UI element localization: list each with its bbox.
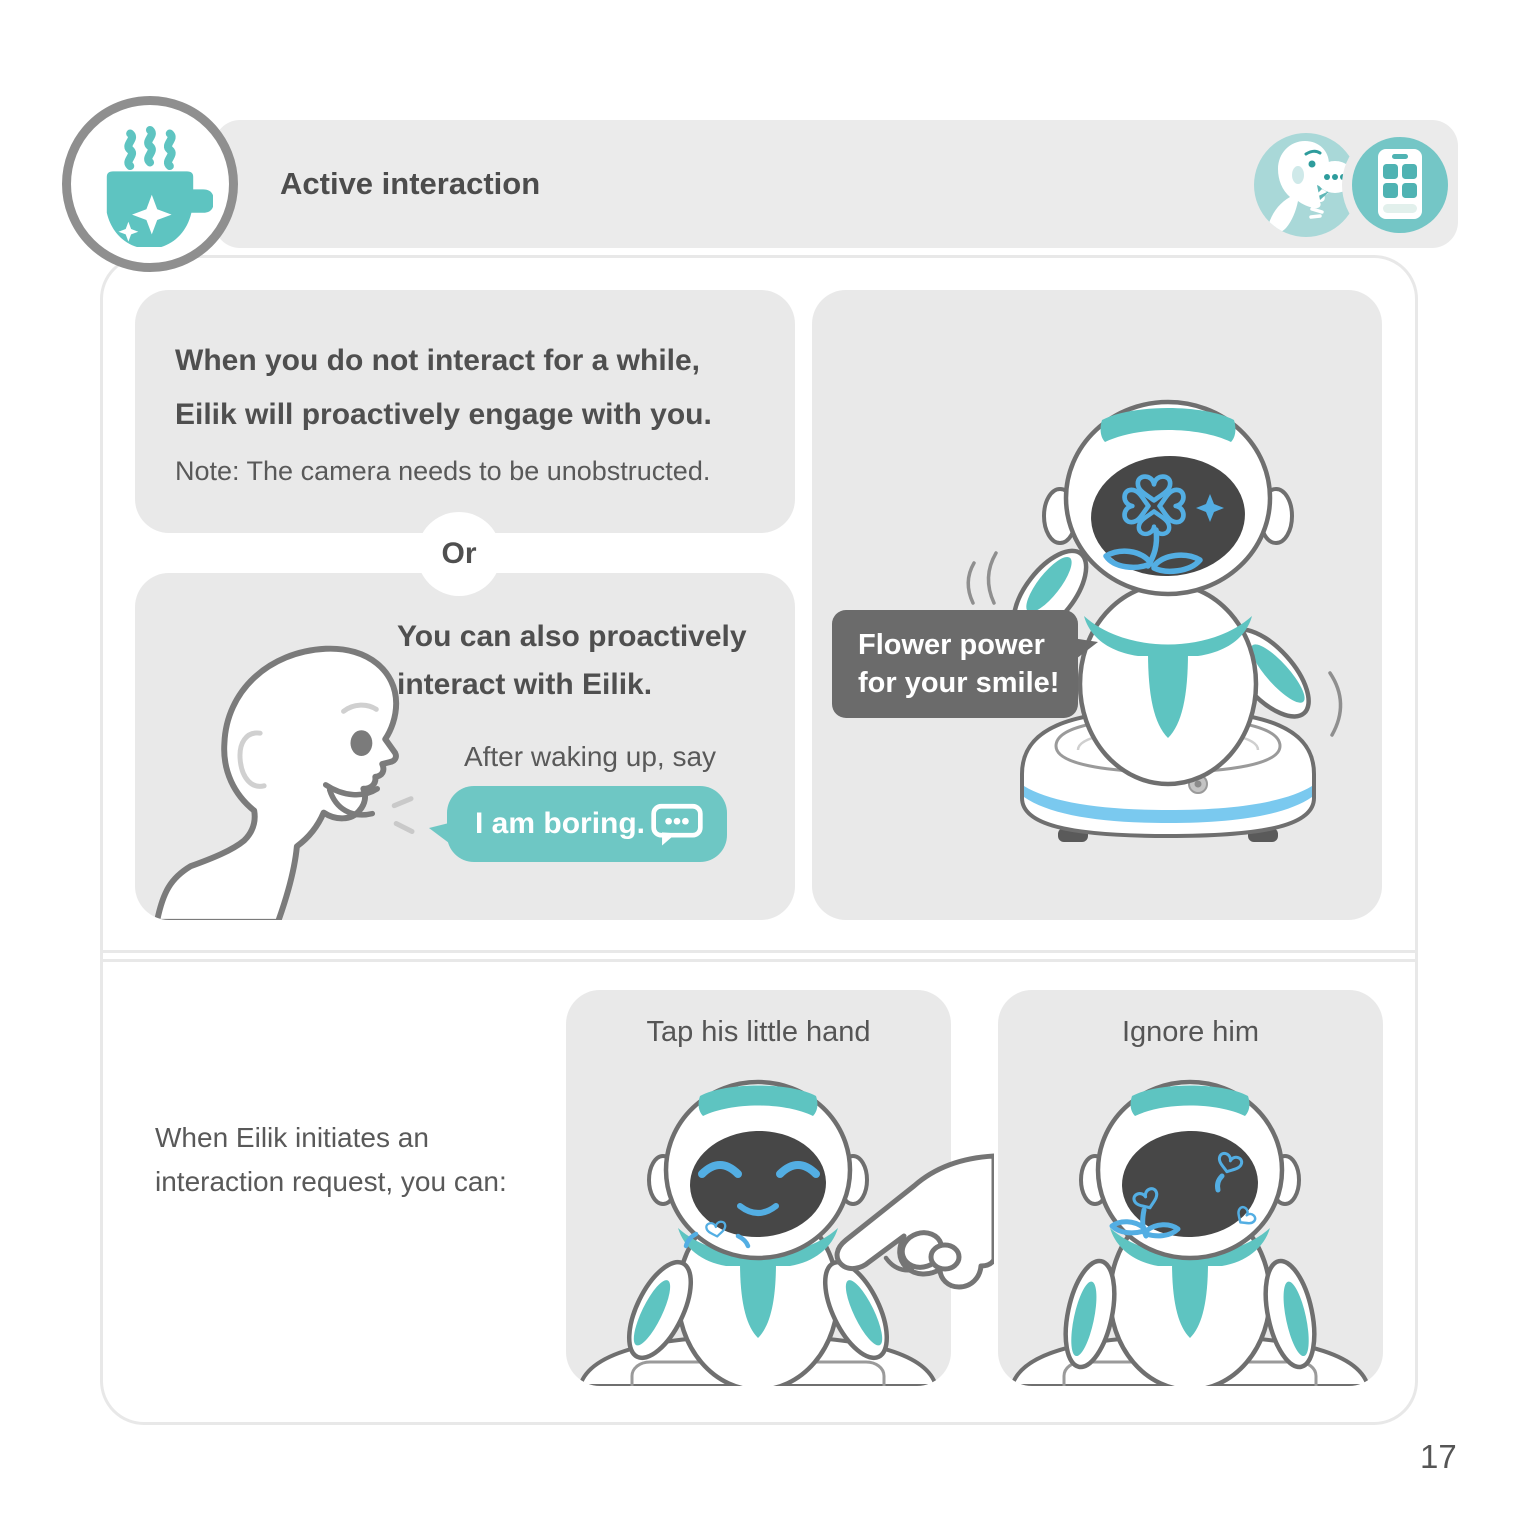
option-ignore-label: Ignore him xyxy=(1121,1016,1259,1048)
wake-prompt: After waking up, say xyxy=(463,741,717,772)
person-profile-illustration xyxy=(141,593,419,920)
robot-demo-panel xyxy=(812,290,1382,920)
content-frame xyxy=(100,255,1418,1425)
phone-app-grid-icon xyxy=(1352,137,1448,233)
auto-text-line1: When you do not interact for a while, xyxy=(175,344,701,377)
eye xyxy=(350,730,372,756)
auto-interaction-box xyxy=(135,290,795,533)
cup-body xyxy=(107,171,213,247)
page-title: Active interaction xyxy=(280,166,541,201)
manual-interaction-box xyxy=(135,573,795,920)
speech-marks xyxy=(394,799,412,832)
motion-lines xyxy=(968,553,996,603)
voice-command-text: I am boring. xyxy=(475,807,646,840)
manual-text xyxy=(397,613,747,709)
coffee-cup-sparkle-icon xyxy=(87,121,213,247)
option-ignore-panel xyxy=(998,990,1383,1386)
voice-command-bubble xyxy=(447,786,727,862)
camera-note: Note: The camera needs to be unobstructed. xyxy=(175,456,711,486)
manual-text-line2: interact with Eilik. xyxy=(397,668,653,701)
auto-text-line2: Eilik will proactively engage with you. xyxy=(175,398,712,431)
section-badge xyxy=(62,96,238,272)
option-tap-label: Tap his little hand xyxy=(646,1016,871,1048)
pointing-finger-hand xyxy=(816,1146,994,1308)
intro-line2: interaction request, you can: xyxy=(155,1166,507,1197)
intro-line1: When Eilik initiates an xyxy=(155,1122,429,1153)
chat-dots-icon xyxy=(649,800,705,848)
eilik-ignored-illustration xyxy=(998,1058,1383,1386)
person-talking-icon xyxy=(1254,133,1358,237)
voice-interaction-badge xyxy=(1254,133,1358,237)
robot-speech-bubble xyxy=(832,610,1078,718)
robot-speech-line1: Flower power xyxy=(858,629,1045,661)
section-divider xyxy=(103,950,1415,962)
or-divider: Or xyxy=(417,512,501,596)
app-badge xyxy=(1352,137,1448,233)
motion-line xyxy=(1330,673,1341,735)
robot-speech-line2: for your smile! xyxy=(858,667,1060,699)
steam-icon xyxy=(128,130,171,166)
manual-text-line1: You can also proactively xyxy=(397,620,747,653)
bottom-intro xyxy=(155,1116,507,1204)
page-number: 17 xyxy=(1420,1438,1457,1475)
